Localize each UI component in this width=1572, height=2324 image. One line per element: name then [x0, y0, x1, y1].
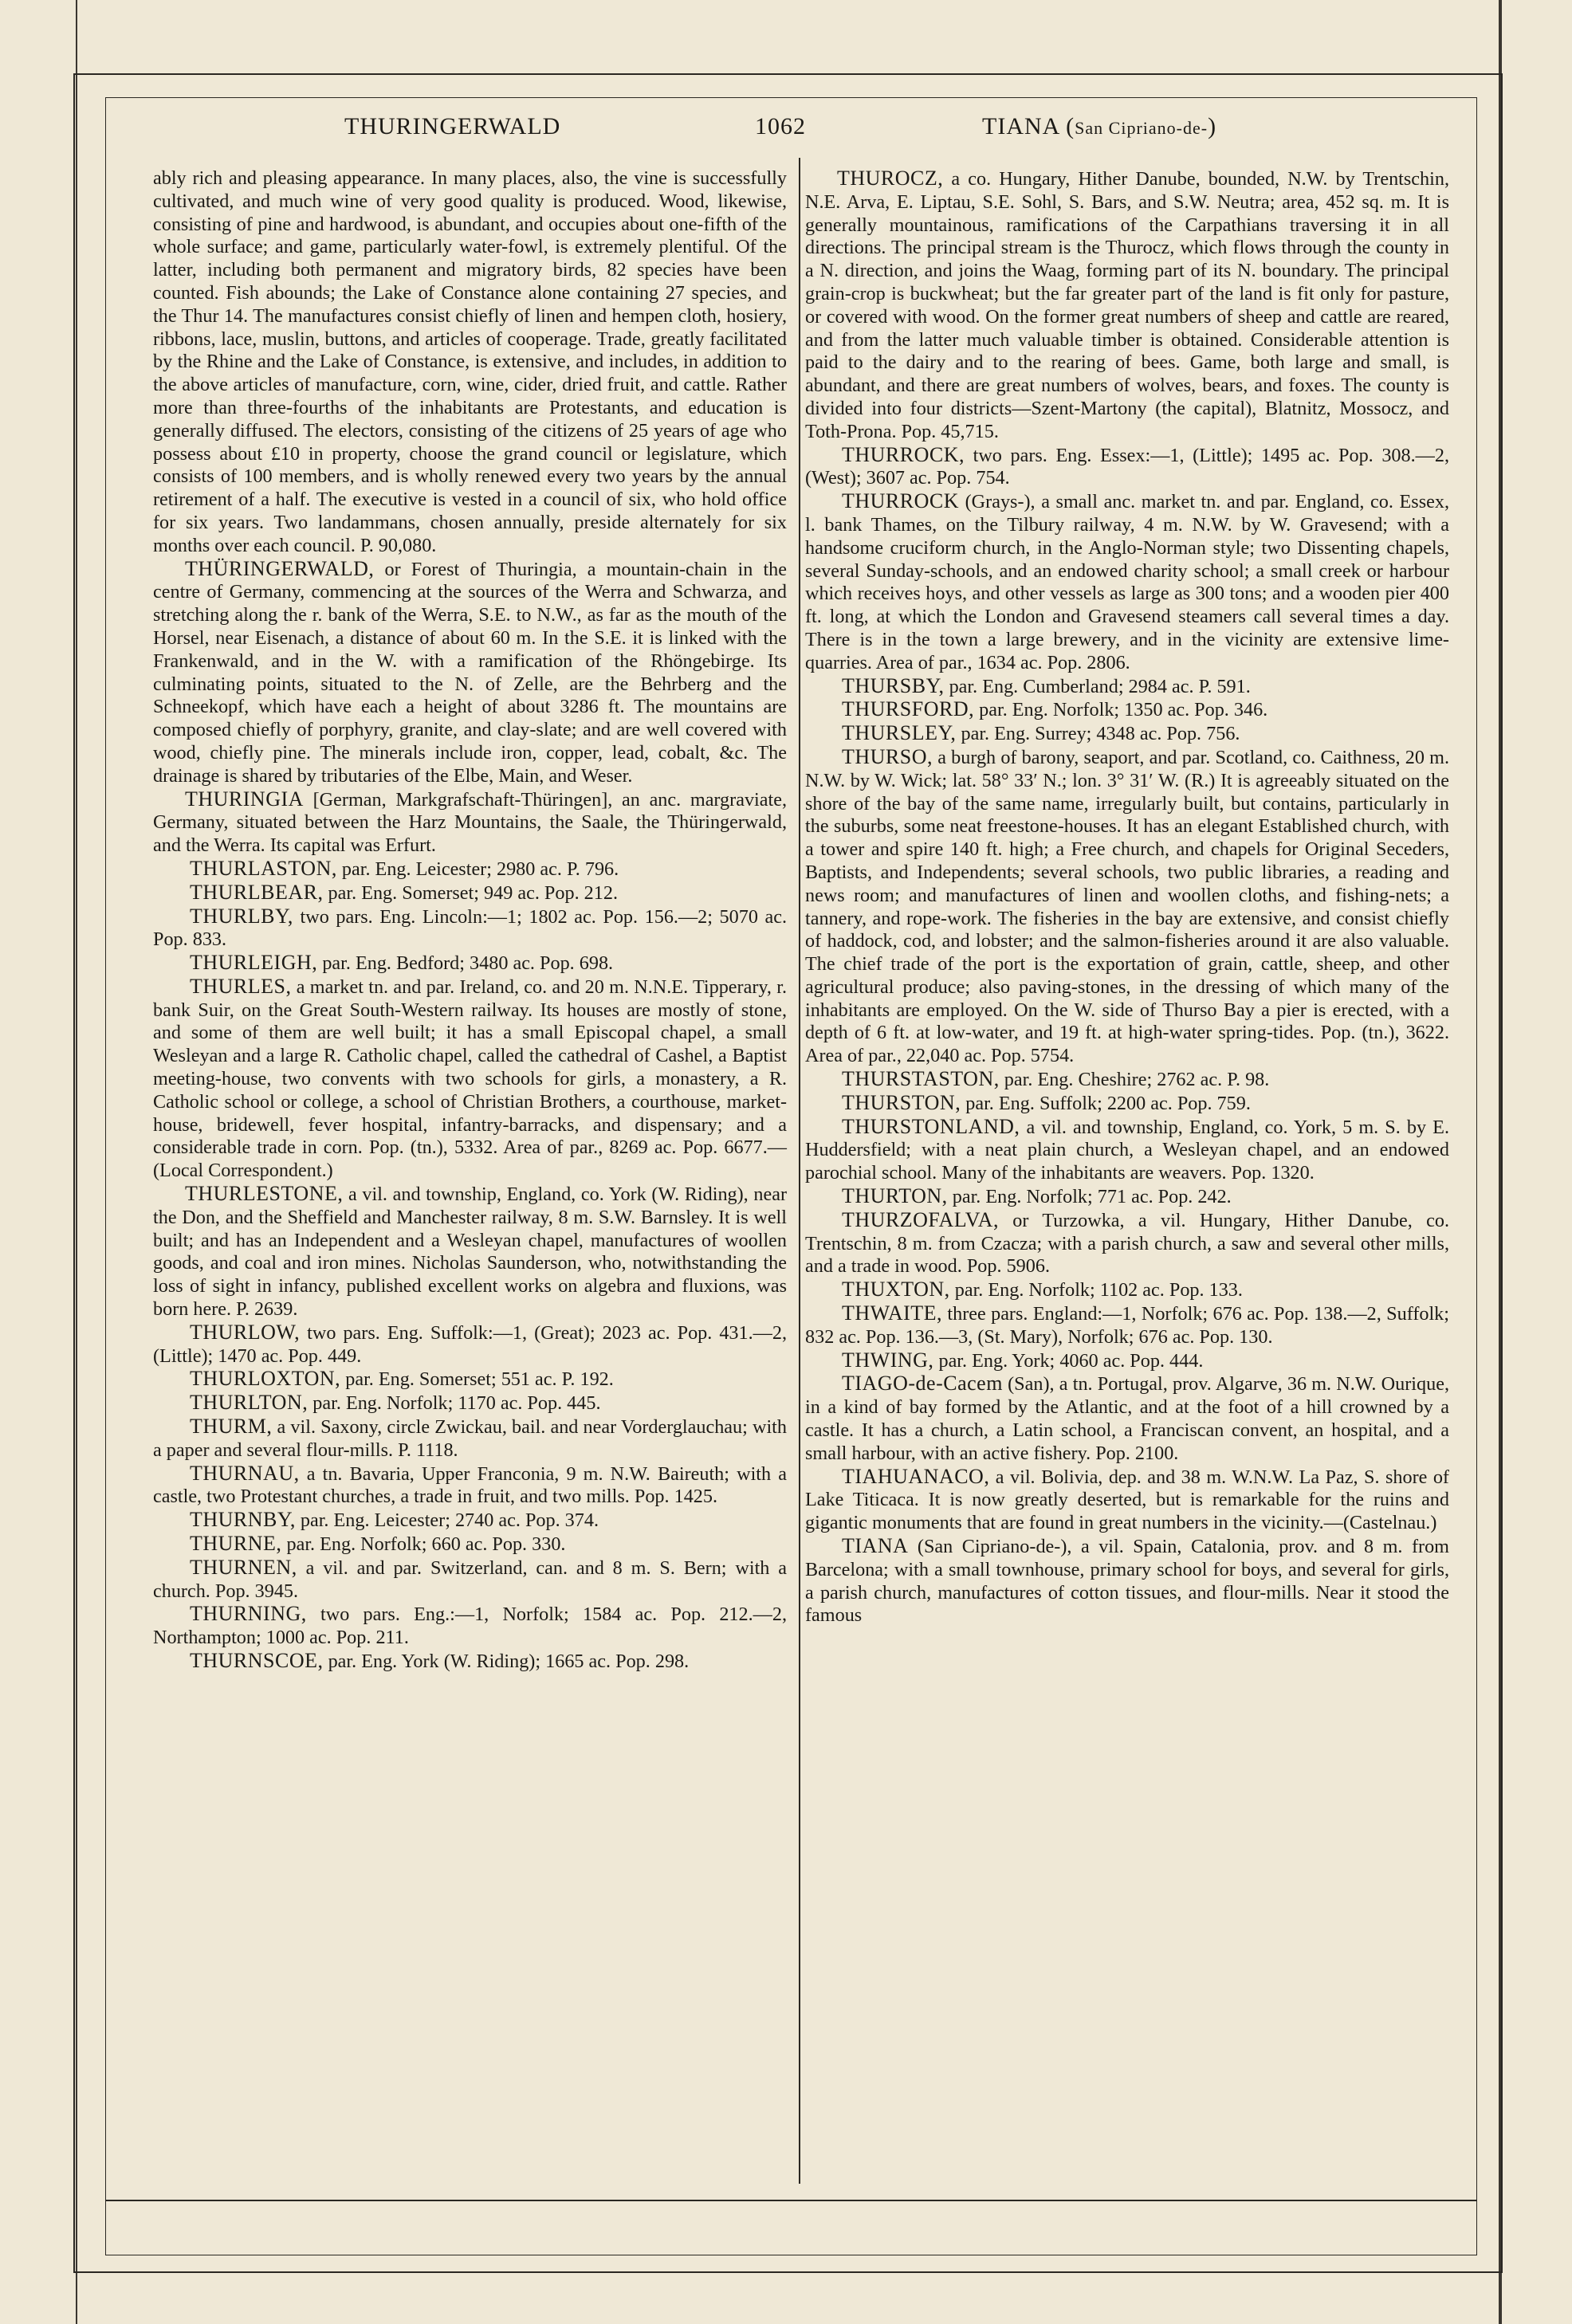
running-header — [151, 110, 1467, 153]
right-column — [805, 167, 1449, 1627]
entry-text: par. Eng. Leicester; 2740 ac. Pop. 374. — [295, 1509, 599, 1532]
entry-headword: THURLOW, — [190, 1320, 301, 1344]
entry-headword: THURLOXTON, — [190, 1367, 341, 1391]
entry-text: par. Eng. Cumberland; 2984 ac. P. 591. — [944, 675, 1251, 697]
gazetteer-entry — [153, 1392, 787, 1415]
entry-text: a vil. and township, England, co. York (W. Riding), near the Don, and the Sheffield and Manchester railway, 8 m. S.W. Barnsley. It is well built; and has an Independent and a Wesleyan chapel, manufactures of woollen goods, and coal and iron mines. Nicholas Saunderson, who, notwithstanding the loss of sight in infancy, published excellent works on algebra and fluxions, was born here. P. 2639. — [153, 1184, 787, 1321]
gazetteer-entry — [153, 976, 787, 1183]
gazetteer-entry — [153, 1462, 787, 1509]
entry-headword: THURNSCOE, — [190, 1649, 324, 1672]
entry-headword: THURNAU, — [190, 1461, 300, 1485]
gazetteer-entry — [805, 746, 1449, 1068]
gazetteer-entry — [153, 1183, 787, 1321]
entry-headword: THWAITE, — [842, 1301, 943, 1325]
entry-headword: THURSTASTON, — [842, 1067, 1000, 1091]
entry-text: (Grays-), a small anc. market tn. and par. England, co. Essex, l. bank Thames, on the Tilbury railway, 4 m. N.W. by W. Gravesend; with a handsome cruciform church, in the Anglo-Norman style; two Dissenting chapels, several Sunday-schools, and an endowed charity school; a small creek or harbour which receives hoys, and other vessels as large as 300 tons; and a wooden pier 400 ft. long, at which the London and Gravesend steamers call several times a day. There is in the town a large brewery, and in the vicinity are extensive lime-quarries. Area of par., 1634 ac. Pop. 2806. — [805, 491, 1449, 673]
entry-text: a market tn. and par. Ireland, co. and 20 m. N.N.E. Tipperary, r. bank Suir, on the Great South-Western railway. Its houses are mostly of stone, and some of them are well built; it has a small Episcopal chapel, a small Wesleyan and a large R. Catholic chapel, called the cathedral of Cashel, a Baptist meeting-house, two convents with two schools for girls, a monastery, a R. Catholic school or college, a school of Christian Brothers, a courthouse, market-house, bridewell, fever hospital, infantry-barracks, and dispensary; and a considerable trade in corn. Pop. (tn.), 5332. Area of par., 8269 ac. Pop. 6677.—(Local Correspondent.) — [153, 976, 787, 1182]
entry-headword: THURROCK, — [842, 442, 965, 466]
gazetteer-entry — [153, 558, 787, 788]
entry-text: par. Eng. Norfolk; 1170 ac. Pop. 445. — [308, 1392, 601, 1415]
entry-headword: THÜRINGERWALD, — [185, 556, 375, 580]
left-column — [153, 167, 787, 1674]
entry-text: a vil. Saxony, circle Zwickau, bail. and near Vorderglauchau; with a paper and several flour-mills. P. 1118. — [153, 1416, 787, 1461]
page-number: 1062 — [755, 113, 806, 139]
entry-text: a vil. Bolivia, dep. and 38 m. W.N.W. La Paz, S. shore of Lake Titicaca. It is now greatly deserted, but is remarkable for the ruins and gigantic monuments that are found in great numbers in the vicinity.—(Castelnau.) — [805, 1466, 1449, 1534]
gazetteer-entry — [805, 1209, 1449, 1278]
entry-headword: THURTON, — [842, 1184, 948, 1208]
entry-text: par. Eng. York; 4060 ac. Pop. 444. — [933, 1349, 1204, 1372]
gazetteer-entry — [805, 1278, 1449, 1302]
entry-headword: TIANA — [842, 1534, 909, 1558]
entry-headword: TIAHUANACO, — [842, 1464, 990, 1488]
entry-text: two pars. Eng. Lincoln:—1; 1802 ac. Pop. 156.—2; 5070 ac. Pop. 833. — [153, 905, 787, 951]
entry-headword: THURSBY, — [842, 673, 945, 697]
gazetteer-entry — [153, 1509, 787, 1533]
header-right-word: TIANA (San Cipriano-de-) — [982, 113, 1217, 139]
bottom-rule — [105, 2200, 1477, 2201]
entry-text: par. Eng. Somerset; 949 ac. Pop. 212. — [323, 881, 618, 904]
gazetteer-entry — [805, 1092, 1449, 1116]
entry-headword: THURLBEAR, — [190, 880, 324, 904]
gazetteer-entry — [153, 788, 787, 858]
entry-text: or Forest of Thuringia, a mountain-chain in the centre of Germany, commencing at the sources of the Werra and Schwarza, and stretching along the r. bank of the Werra, S.E. to N.W., as far as the mouth of the Horsel, near Eisenach, a distance of about 60 m. In the S.E. it is linked with the Frankenwald, and in the W. with a ramification of the Rhöngebirge. Its culminating points, situated to the N. of Zelle, are the Behrberg and the Schneekopf, which have each a height of about 3286 ft. The mountains are composed chiefly of porphyry, granite, and clay-slate; and are well covered with wood, chiefly pine. The minerals include iron, copper, lead, cobalt, &c. The drainage is shared by tributaries of the Elbe, Main, and Weser. — [153, 558, 787, 787]
entry-headword: THURLESTONE, — [185, 1182, 344, 1206]
entry-text: two pars. Eng.:—1, Norfolk; 1584 ac. Pop. 212.—2, Northampton; 1000 ac. Pop. 211. — [153, 1604, 787, 1649]
gazetteer-entry — [805, 1466, 1449, 1535]
entry-headword: THURLBY, — [190, 904, 293, 928]
entry-text: par. Eng. Leicester; 2980 ac. P. 796. — [336, 858, 619, 880]
entry-headword: TIAGO-de-Cacem — [842, 1372, 1003, 1396]
entry-headword: THURNBY, — [190, 1508, 296, 1532]
entry-text: par. Eng. Cheshire; 2762 ac. P. 98. — [999, 1069, 1270, 1091]
gazetteer-entry — [805, 698, 1449, 722]
gazetteer-entry — [805, 1302, 1449, 1349]
entry-text: par. Eng. Surrey; 4348 ac. Pop. 756. — [956, 723, 1240, 745]
gazetteer-entry — [153, 1603, 787, 1650]
entry-headword: THURINGIA — [185, 787, 304, 811]
entry-headword: THURSTONLAND, — [842, 1114, 1020, 1138]
entry-text: two pars. Eng. Suffolk:—1, (Great); 2023 ac. Pop. 431.—2, (Little); 1470 ac. Pop. 449. — [153, 1321, 787, 1367]
gazetteer-entry — [153, 905, 787, 952]
entry-headword: THURSTON, — [842, 1090, 961, 1114]
entry-text: ably rich and pleasing appearance. In many places, also, the vine is successfully cultivated, and much wine of very good quality is produced. Wood, likewise, consisting of pine and hardwood, is abundant, and occupies about one-fifth of the whole surface; and game, particularly water-fowl, is extremely plentiful. Of the latter, including both permanent and migratory birds, 82 species have been counted. Fish abounds; the Lake of Constance alone containing 27 species, and the Thur 14. The manufactures consist chiefly of linen and hempen cloth, hosiery, ribbons, lace, muslin, buttons, and articles of cooperage. Trade, greatly facilitated by the Rhine and the Lake of Constance, is extensive, and includes, in addition to the above articles of manufacture, corn, wine, cider, dried fruit, and cattle. Rather more than three-fourths of the inhabitants are Protestants, and education is generally diffused. The electors, consisting of the citizens of 25 years of age who possess about £10 in property, choose the grand council or legislature, which consists of 100 members, and is wholly renewed every two years by the annual retirement of a half. The executive is vested in a council of six, who hold office for six years. Two landammans, chosen annually, preside alternately for six months over each council. P. 90,080. — [153, 167, 787, 556]
entry-headword: THURNING, — [190, 1602, 307, 1626]
entry-headword: THURLASTON, — [190, 856, 337, 880]
gazetteer-entry — [805, 1068, 1449, 1092]
entry-headword: THUROCZ, — [837, 167, 944, 190]
entry-headword: THURM, — [190, 1415, 273, 1439]
gazetteer-entry — [153, 1368, 787, 1392]
gazetteer-entry — [805, 167, 1449, 444]
entry-text: (San Cipriano-de-), a vil. Spain, Catalonia, prov. and 8 m. from Barcelona; with a small townhouse, primary school for boys, and several for girls, a parish church, manufactures of cotton tissues, and flour-mills. Near it stood the famous — [805, 1536, 1449, 1627]
entry-text: a burgh of barony, seaport, and par. Scotland, co. Caithness, 20 m. N.W. by W. Wick; lat. 58° 33′ N.; lon. 3° 31′ W. (R.) It is agreeably situated on the shore of the bay of the same name, irregularly built, but contains, particularly in the suburbs, some neat freestone-houses. It has an elegant Established church, with a tower and spire 140 ft. high; a Free church, and chapels for Original Seceders, Baptists, and Independents; several schools, two public libraries, a reading and news room; and manufactures of linen and woollen cloths, and fishing-nets; a tannery, and rope-work. The fisheries in the bay are extensive, and consist chiefly of haddock, cod, and lobster; and the salmon-fisheries around it are also valuable. The chief trade of the port is the exportation of grain, cattle, sheep, and other agricultural produce; also paving-stones, in the dressing of which many of the inhabitants are employed. On the W. side of Thurso Bay a pier is erected, with a depth of 6 ft. at low-water, and 19 ft. at high-water spring-tides. Pop. (tn.), 3622. Area of par., 22,040 ac. Pop. 5754. — [805, 746, 1449, 1067]
entry-text: a vil. and par. Switzerland, can. and 8 m. S. Bern; with a church. Pop. 3945. — [153, 1557, 787, 1602]
entry-text: [German, Markgrafschaft-Thüringen], an anc. margraviate, Germany, situated between the Harz Mountains, the Saale, the Thüringerwald, and the Werra. Its capital was Erfurt. — [153, 788, 787, 857]
entry-text: par. Eng. Norfolk; 1102 ac. Pop. 133. — [949, 1279, 1243, 1301]
gazetteer-entry — [805, 1349, 1449, 1373]
gazetteer-entry — [153, 1415, 787, 1462]
gazetteer-entry — [805, 1372, 1449, 1465]
entry-text: par. Eng. Norfolk; 771 ac. Pop. 242. — [947, 1186, 1232, 1208]
entry-text: a co. Hungary, Hither Danube, bounded, N.W. by Trentschin, N.E. Arva, E. Liptau, S.E. Sohl, S. Bars, and S.W. Neutra; area, 452 sq. m. It is generally mountainous, ramifications of the Carpathians traversing it in all directions. The principal stream is the Thurocz, which flows through the county in a N. direction, and joins the Waag, forming part of its N. boundary. The principal grain-crop is buckwheat; but the far greater part of the land is fit only for pasture, or covered with wood. On the former great numbers of sheep and cattle are reared, and from the latter much valuable timber is obtained. Considerable attention is paid to the dairy and to the rearing of bees. Game, both large and small, is abundant, and there are great numbers of wolves, bears, and foxes. The county is divided into four districts—Szent-Martony (the capital), Blatnitz, Mossocz, and Toth-Prona. Pop. 45,715. — [805, 168, 1449, 442]
entry-headword: THURROCK — [842, 489, 960, 513]
entry-headword: THURNEN, — [190, 1555, 297, 1579]
gazetteer-entry — [153, 1321, 787, 1368]
entry-text: three pars. England:—1, Norfolk; 676 ac. Pop. 138.—2, Suffolk; 832 ac. Pop. 136.—3, (St. Mary), Norfolk; 676 ac. Pop. 130. — [805, 1303, 1449, 1348]
gazetteer-entry — [153, 1650, 787, 1674]
entry-text: two pars. Eng. Essex:—1, (Little); 1495 ac. Pop. 308.—2, (West); 3607 ac. Pop. 754. — [805, 444, 1449, 489]
entry-text: (San), a tn. Portugal, prov. Algarve, 36 m. N.W. Ourique, in a kind of bay formed by the Atlantic, and at the foot of a hill crowned by a castle. It has a church, a Latin school, a Franciscan convent, an hospital, and a small harbour, with an active fishery. Pop. 2100. — [805, 1373, 1449, 1464]
entry-headword: THURLES, — [190, 974, 292, 998]
entry-text: par. Eng. Norfolk; 1350 ac. Pop. 346. — [974, 699, 1268, 721]
continued-paragraph — [153, 167, 787, 558]
gazetteer-entry — [805, 1535, 1449, 1627]
entry-headword: THURSLEY, — [842, 721, 957, 745]
entry-text: a tn. Bavaria, Upper Franconia, 9 m. N.W. Baireuth; with a castle, two Protestant churches, a trade in fruit, and two mills. Pop. 1425. — [153, 1462, 787, 1508]
entry-text: par. Eng. York (W. Riding); 1665 ac. Pop. 298. — [323, 1651, 690, 1672]
gazetteer-entry — [805, 1116, 1449, 1185]
entry-headword: THWING, — [842, 1348, 934, 1372]
column-divider — [799, 158, 800, 2184]
gazetteer-entry — [153, 952, 787, 976]
entry-headword: THURSO, — [842, 744, 933, 768]
header-left-word: THURINGERWALD — [344, 113, 561, 139]
gazetteer-entry — [153, 881, 787, 905]
entry-text: par. Eng. Suffolk; 2200 ac. Pop. 759. — [961, 1092, 1251, 1114]
entry-headword: THURLEIGH, — [190, 951, 318, 975]
gazetteer-entry — [805, 1185, 1449, 1209]
entry-headword: THUXTON, — [842, 1278, 950, 1301]
entry-headword: THURNE, — [190, 1532, 282, 1556]
gazetteer-entry — [805, 490, 1449, 674]
entry-headword: THURZOFALVA, — [842, 1207, 999, 1231]
entry-text: par. Eng. Somerset; 551 ac. P. 192. — [340, 1368, 614, 1391]
gazetteer-entry — [153, 858, 787, 881]
entry-headword: THURLTON, — [190, 1391, 309, 1415]
entry-text: par. Eng. Norfolk; 660 ac. Pop. 330. — [281, 1533, 566, 1556]
gazetteer-entry — [805, 675, 1449, 699]
entry-text: or Turzowka, a vil. Hungary, Hither Danube, co. Trentschin, 8 m. from Czacza; with a parish church, a saw and several other mills, and a trade in wood. Pop. 5906. — [805, 1209, 1449, 1278]
entry-text: par. Eng. Bedford; 3480 ac. Pop. 698. — [317, 952, 614, 975]
entry-text: a vil. and township, England, co. York, 5 m. S. by E. Huddersfield; with a neat plain church, a Wesleyan chapel, and an endowed parochial school. Many of the inhabitants are weavers. Pop. 1320. — [805, 1116, 1449, 1184]
gazetteer-entry — [153, 1557, 787, 1604]
gazetteer-entry — [153, 1533, 787, 1557]
gazetteer-entry — [805, 722, 1449, 746]
gazetteer-entry — [805, 444, 1449, 491]
entry-headword: THURSFORD, — [842, 697, 975, 721]
